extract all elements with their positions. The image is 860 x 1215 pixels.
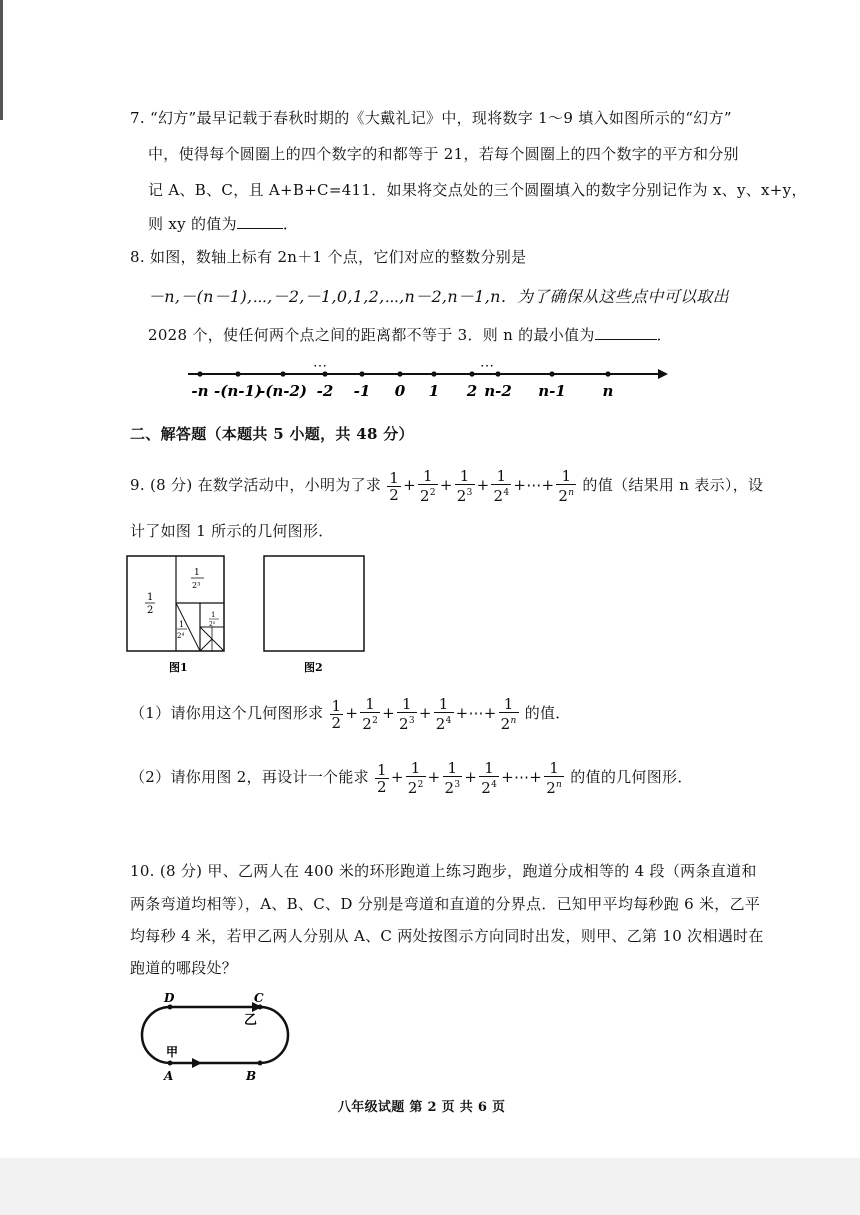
fraction: $\frac{1}{2^3}$ <box>444 759 461 797</box>
q9-intro <box>130 468 763 504</box>
q9-sub-2 <box>130 760 693 796</box>
q9-sub-1-tail: 的值． <box>524 704 571 722</box>
operator: + <box>382 704 395 722</box>
number-line-point <box>431 371 436 376</box>
fraction: $\frac{1}{2^n}$ <box>558 467 575 505</box>
point-d <box>168 1005 173 1010</box>
number-line-label: n <box>602 382 614 400</box>
q8-period: ． <box>656 326 672 344</box>
q7-period: ． <box>282 215 299 233</box>
fig1-label-quarter-num: 1 <box>194 568 200 578</box>
number-line-label: 2 <box>466 382 478 400</box>
q7-line-4 <box>148 213 298 234</box>
fig1-label-half-num: 1 <box>147 592 154 603</box>
operator: + <box>476 476 490 494</box>
fig1-label-sixteenth-den: 2⁵ <box>209 621 216 628</box>
operator: + <box>390 768 404 786</box>
operator: + <box>345 704 359 722</box>
q9-sub-1-text: （1）请你用这个几何图形求 <box>130 704 324 722</box>
fraction: $\frac{1}{2^4}$ <box>493 467 510 505</box>
number-line-labels <box>191 382 613 400</box>
number-line-label: -(n-1) <box>214 382 262 400</box>
q9-sub-1 <box>130 696 571 732</box>
fig1-caption: 图1 <box>169 661 188 674</box>
q9-intro-text: 9. (8 分) 在数学活动中，小明为了求 <box>130 476 382 494</box>
track-oval <box>142 1007 288 1063</box>
fraction: $\frac{1}{2^2}$ <box>362 695 379 733</box>
number-line-point <box>280 371 285 376</box>
q9-figure-2 <box>262 555 367 680</box>
q10-track-figure <box>132 990 302 1085</box>
operator: + <box>464 768 478 786</box>
q8-line-1: 8. 如图，数轴上标有 2n＋1 个点，它们对应的整数分别是 <box>130 248 527 266</box>
section-2-heading: 二、解答题（本题共 5 小题，共 48 分） <box>130 425 414 443</box>
q10-line-4: 跑道的哪段处？ <box>130 959 238 977</box>
operator: +⋯+ <box>455 704 497 722</box>
number-line-point <box>495 371 500 376</box>
point-a <box>168 1061 173 1066</box>
fraction: $\frac{1}{2}$ <box>377 760 387 796</box>
q9-line-2: 计了如图 1 所示的几何图形． <box>130 522 334 540</box>
jia-direction-arrow-icon <box>192 1058 202 1068</box>
fig1-label-eighth-den: 2⁴ <box>177 632 185 640</box>
fig2-caption: 图2 <box>304 661 323 674</box>
q10-line-2: 两条弯道均相等），A、B、C、D 分别是弯道和直道的分界点．已知甲平均每秒跑 6 米，乙平 <box>130 895 761 913</box>
q9-series-3 <box>374 759 565 797</box>
fraction: $\frac{1}{2^4}$ <box>481 759 498 797</box>
number-line-label: -(n-2) <box>259 382 307 400</box>
number-line-point <box>549 371 554 376</box>
q10-line-3: 均每秒 4 米，若甲乙两人分别从 A、C 两处按图示方向同时出发，则甲、乙第 10 次相遇时在 <box>130 927 764 945</box>
q9-series-1 <box>386 467 577 505</box>
fig1-label-eighth-num: 1 <box>179 620 185 629</box>
page-edge-shadow <box>0 0 3 120</box>
fraction: $\frac{1}{2}$ <box>389 468 400 504</box>
q9-sub-2-text: （2）请你用图 2，再设计一个能求 <box>130 768 369 786</box>
q7-answer-blank[interactable] <box>237 228 283 229</box>
fraction: $\frac{1}{2^2}$ <box>407 759 424 797</box>
number-line-label: -1 <box>353 382 371 400</box>
label-jia: 甲 <box>166 1045 179 1059</box>
number-line-label: -2 <box>316 382 334 400</box>
q9-intro-tail: 的值（结果用 n 表示），设 <box>582 476 764 494</box>
operator: + <box>403 476 416 494</box>
fraction: $\frac{1}{2^2}$ <box>419 467 436 505</box>
operator: + <box>418 704 432 722</box>
number-line-point <box>605 371 610 376</box>
q9-sub-2-tail: 的值的几何图形． <box>570 768 693 786</box>
ellipsis-left: ⋯ <box>313 360 327 374</box>
q7-answer-prompt: 则 xy 的值为 <box>148 215 237 233</box>
fraction: $\frac{1}{2}$ <box>331 696 342 732</box>
label-d: D <box>164 991 175 1005</box>
number-line-point <box>359 371 364 376</box>
q8-line-3 <box>148 324 672 345</box>
label-yi: 乙 <box>244 1013 258 1028</box>
point-b <box>258 1061 263 1066</box>
operator: + <box>427 768 441 786</box>
number-line-point <box>235 371 240 376</box>
fraction: $\frac{1}{2^4}$ <box>435 695 452 733</box>
page-footer: 八年级试题 第 2 页 共 6 页 <box>338 1100 506 1115</box>
fig1-label-quarter-den: 2³ <box>192 581 201 590</box>
fraction: $\frac{1}{2^n}$ <box>546 759 563 797</box>
q10-line-1: 10. (8 分) 甲、乙两人在 400 米的环形跑道上练习跑步，跑道分成相等的 4 段（两条直道和 <box>130 862 757 880</box>
operator: +⋯+ <box>513 476 555 494</box>
q7-line-1: 7. “幻方”最早记载于春秋时期的《大戴礼记》中，现将数字 1～9 填入如图所示的“幻方” <box>130 109 732 127</box>
label-a: A <box>164 1069 174 1083</box>
q8-line-2: －n,－(n－1),⋯,－2,－1,0,1,2,⋯,n－2,n－1,n．为了确保从这些点中可以取出 <box>148 287 729 306</box>
point-c <box>258 1005 263 1010</box>
number-line-point <box>397 371 402 376</box>
q7-line-3: 记 A、B、C，且 A+B+C=411．如果将交点处的三个圆圈填入的数字分别记作为 x、y、x+y， <box>148 181 807 199</box>
number-line-label: 0 <box>394 382 406 400</box>
q9-series-2 <box>329 695 520 733</box>
ellipsis-right: ⋯ <box>480 360 494 374</box>
number-line-label: n-2 <box>484 382 512 400</box>
number-line-label: 1 <box>428 382 440 400</box>
number-line-arrow-icon <box>658 369 668 379</box>
number-line-label: n-1 <box>538 382 566 400</box>
number-line-figure <box>180 360 670 405</box>
q8-answer-blank[interactable] <box>595 339 657 340</box>
fraction: $\frac{1}{2^3}$ <box>399 695 415 733</box>
label-c: C <box>254 991 264 1005</box>
operator: +⋯+ <box>501 768 543 786</box>
fraction: $\frac{1}{2^n}$ <box>500 695 517 733</box>
number-line-point <box>469 371 474 376</box>
scan-bottom-margin <box>0 1158 860 1215</box>
operator: + <box>439 476 453 494</box>
fraction: $\frac{1}{2^3}$ <box>456 467 473 505</box>
q8-answer-prompt: 2028 个，使任何两个点之间的距离都不等于 3．则 n 的最小值为 <box>148 326 595 344</box>
q7-line-2: 中，使得每个圆圈上的四个数字的和都等于 21，若每个圆圈上的四个数字的平方和分别 <box>148 145 739 163</box>
fig1-label-sixteenth-num: 1 <box>211 611 216 619</box>
q9-figure-1 <box>126 555 226 680</box>
number-line-point <box>197 371 202 376</box>
number-line-label: -n <box>191 382 209 400</box>
fig1-label-half-den: 2 <box>147 605 154 616</box>
label-b: B <box>246 1069 257 1083</box>
